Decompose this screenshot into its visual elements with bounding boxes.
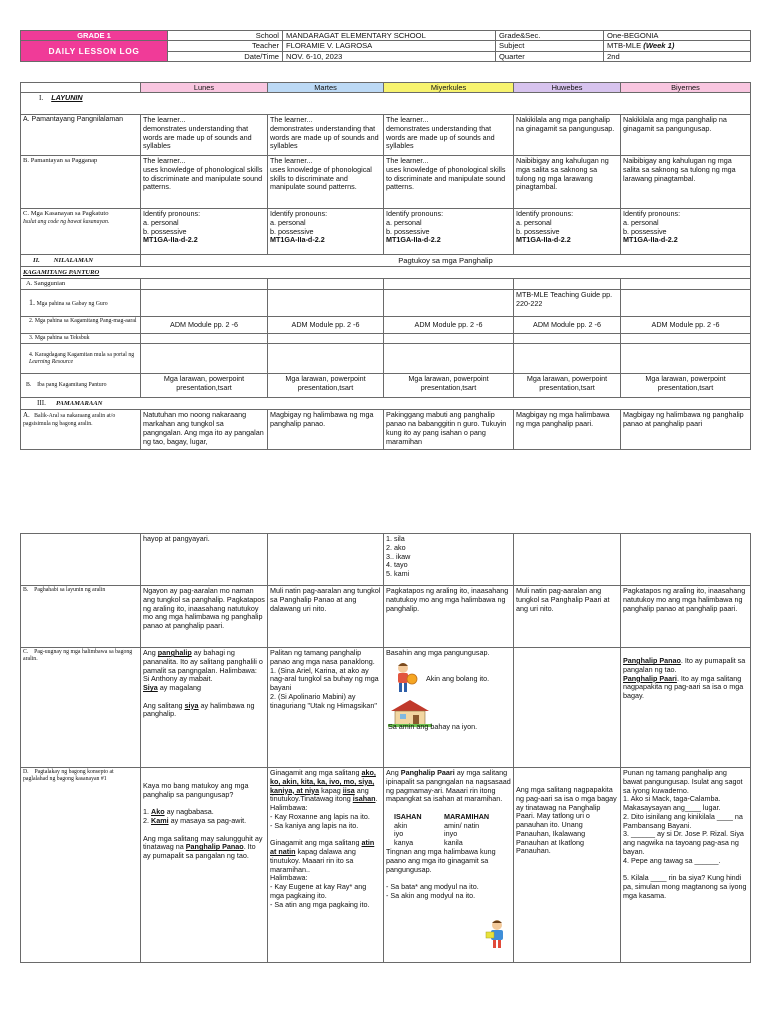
day-thursday: Huwebes: [514, 83, 621, 93]
row-c-friday: Identify pronouns: a. personal b. possessive MT1GA-IIa-d-2.2: [621, 209, 751, 255]
teksbuk-wednesday: [384, 334, 514, 344]
cont-friday: [621, 534, 751, 586]
nilalaman-heading: II. NILALAMAN: [21, 255, 141, 267]
nilalaman-topic: Pagtukoy sa mga Panghalip: [141, 255, 751, 267]
kag-pang-label: 2. Mga pahina sa Kagamitang Pang-mag-aaral: [21, 317, 141, 334]
gabay-thursday: MTB-MLE Teaching Guide pp. 220-222: [514, 290, 621, 317]
pronoun-cell: amin/ natin: [444, 821, 480, 830]
corner-cell: [21, 83, 141, 93]
row-a-tuesday: The learner... demonstrates understanding that words are made up of sounds and syllables: [268, 115, 384, 156]
isahan-maramihan-table: [394, 813, 494, 848]
gabay-tuesday: [268, 290, 384, 317]
adm-thursday: ADM Module pp. 2 -6: [514, 317, 621, 334]
row-b-tuesday: The learner... uses knowledge of phonological skills to discriminate and manipulate sound patterns.: [268, 156, 384, 209]
day-monday: Lunes: [141, 83, 268, 93]
paghahabi-friday: Pagkatapos ng araling ito, inaasahang natutukoy mo ang mga halimbawa ng panghalip panao at panghalip paari.: [621, 586, 751, 648]
sanggunian-label: A. Sanggunian: [21, 279, 141, 290]
gabay-label: 1. Mga pahina sa Gabay ng Guro: [21, 290, 141, 317]
iba-friday: Mga larawan, powerpoint presentation,tsart: [621, 374, 751, 398]
kagamitan-heading: KAGAMITANG PANTURO: [21, 267, 751, 279]
pag-uugnay-monday: Ang panghalip ay bahagi ng pananalita. Ito ay salitang panghalili o pamalit sa pangngalan. Halimbawa: Si Anthony ay mabait. Siya ay magalang Ang salitang siya ay halimbawa ng panghalip.: [141, 648, 268, 768]
date-value: NOV. 6-10, 2023: [283, 51, 496, 61]
cont-thursday: [514, 534, 621, 586]
paghahabi-wednesday: Pagkatapos ng araling ito, inaasahang natutukoy mo ang mga halimbawa ng panghalip.: [384, 586, 514, 648]
row-a-wednesday: The learner... demonstrates understanding that words are made up of sounds and syllables: [384, 115, 514, 156]
pag-uugnay-wednesday: Basahin ang mga pangungusap. Akin ang bolang ito. Sa amin ang bahay na iyon.: [384, 648, 514, 768]
row-c-tuesday: Identify pronouns: a. personal b. possessive MT1GA-IIa-d-2.2: [268, 209, 384, 255]
grade-sec-value: One-BEGONIA: [604, 31, 751, 41]
day-wednesday: Miyerkules: [384, 83, 514, 93]
karagdagang-label: 4. Karagdagang Kagamitan mula sa portal ng Learning Resource: [21, 344, 141, 374]
iba-tuesday: Mga larawan, powerpoint presentation,tsart: [268, 374, 384, 398]
gabay-monday: [141, 290, 268, 317]
quarter-label: Quarter: [496, 51, 604, 61]
sentence-akin: Akin ang bolang ito.: [426, 673, 490, 683]
paghahabi-tuesday: Muli natin pag-aaralan ang tungkol sa Panghalip Panao at ang dalawang uri nito.: [268, 586, 384, 648]
teksbuk-label: 3. Mga pahina sa Teksbuk: [21, 334, 141, 344]
school-value: MANDARAGAT ELEMENTARY SCHOOL: [283, 31, 496, 41]
pagtalakay-friday: Punan ng tamang panghalip ang bawat pangungusap. Isulat ang sagot sa iyong kuwaderno. 1. Ako si Mack, taga-Calamba. Makasaysayan ang____ lugar. 2. Dito isinilang ang kinikilala ____ na Pambansang Bayani. 3. ______ ay si Dr. Jose P. Rizal. Siya ang nagwika na tayoang pag-asa ng bayan. 4. Pepe ang tawag sa ______. 5. Kilala ____ rin ba siya? Kung hindi pa, simulan mong magtanong sa iyong mga kasama.: [621, 768, 751, 963]
row-c-monday: Identify pronouns: a. personal b. possessive MT1GA-IIa-d-2.2: [141, 209, 268, 255]
grade-label: GRADE 1: [21, 31, 168, 41]
row-a-friday: Nakikilala ang mga panghalip na ginagamit sa pangungusap.: [621, 115, 751, 156]
grade-sec-label: Grade&Sec.: [496, 31, 604, 41]
pag-uugnay-thursday: [514, 648, 621, 768]
day-tuesday: Martes: [268, 83, 384, 93]
teacher-value: FLORAMIE V. LAGROSA: [283, 41, 496, 51]
pag-uugnay-label: C. Pag-uugnay ng mga halimbawa sa bagong aralin.: [21, 648, 141, 768]
gabay-friday: [621, 290, 751, 317]
pag-uugnay-tuesday: Palitan ng tamang panghalip panao ang mga nasa panaklong. 1. (Sina Ariel, Karina, at ako ay nag-aral tungkol sa buhay ng mga bayani 2. (Si Apolinario Mabini) ay tinaguriang "Utak ng Himagsikan": [268, 648, 384, 768]
balik-label: A. Balik-Aral sa nakaraang aralin at/o pagsisimula ng bagong aralin.: [21, 410, 141, 450]
subject-label: Subject: [496, 41, 604, 51]
row-b-label: B. Pamantayan sa Pagganap: [21, 156, 141, 209]
layunin-heading: I. LAYUNIN: [21, 93, 751, 115]
teksbuk-friday: [621, 334, 751, 344]
sanggunian-tuesday: [268, 279, 384, 290]
karagdagang-friday: [621, 344, 751, 374]
adm-monday: ADM Module pp. 2 -6: [141, 317, 268, 334]
sentence-sa-amin: Sa amin ang bahay na iyon.: [388, 721, 478, 731]
date-label: Date/Time: [168, 51, 283, 61]
cont-monday: hayop at pangyayari.: [141, 534, 268, 586]
teksbuk-tuesday: [268, 334, 384, 344]
pronoun-cell: iyo: [394, 830, 404, 839]
paghahabi-monday: Ngayon ay pag-aaralan mo naman ang tungkol sa panghalip. Pagkatapos ng araling ito, inaasahang natutukoy mo ang mga halimbawa ng panghalip panao at panghalip paari.: [141, 586, 268, 648]
cont-label: [21, 534, 141, 586]
pagtalakay-wednesday: Ang Panghalip Paari ay mga salitang ipinapalit sa pangngalan na nagsasaad ng pagmamay-ari. Maaari rin itong mapangkat sa isahan at maramihan. ISAHAN MARAMIHAN akin amin/ natin iyo inyo kanya kanila Tingnan ang mga halimbawa kung paano ang mga ito ginagamit sa pangungusap. - Sa bata* ang modyul na ito. - Sa akin ang modyul na ito.: [384, 768, 514, 963]
adm-wednesday: ADM Module pp. 2 -6: [384, 317, 514, 334]
balik-friday: Magbigay ng halimbawa ng panghalip panao at panghalip paari: [621, 410, 751, 450]
subject-value: MTB-MLE (Week 1): [604, 41, 751, 51]
pagtalakay-monday: Kaya mo bang matukoy ang mga panghalip sa pangungusap? 1. Ako ay nagbabasa. 2. Kami ay masaya sa pag-awit. Ang mga salitang may salungguhit ay tinatawag na Panghalip Panao. Ito ay pumapalit sa pangalan ng tao.: [141, 768, 268, 963]
balik-monday: Natutuhan mo noong nakaraang markahan ang tungkol sa pangngalan. Ang mga ito ay pangalan ng tao, bagay, lugar,: [141, 410, 268, 450]
iba-wednesday: Mga larawan, powerpoint presentation,tsart: [384, 374, 514, 398]
daily-lesson-log-title: DAILY LESSON LOG: [21, 41, 168, 62]
sanggunian-thursday: [514, 279, 621, 290]
row-a-label: A. Pamantayang Pangnilalaman: [21, 115, 141, 156]
gabay-wednesday: [384, 290, 514, 317]
teksbuk-thursday: [514, 334, 621, 344]
paghahabi-thursday: Muli natin pag-aaralan ang tungkol sa Panghalip Paari at ang uri nito.: [514, 586, 621, 648]
iba-label: B. Iba pang Kagamitang Panturo: [21, 374, 141, 398]
row-c-wednesday: Identify pronouns: a. personal b. possessive MT1GA-IIa-d-2.2: [384, 209, 514, 255]
balik-wednesday: Pakinggang mabuti ang panghalip panao na babanggitin n guro. Tukuyin kung ito ay pang isahan o pang maramihan: [384, 410, 514, 450]
pagtalakay-label: D. Pagtalakay ng bagong konsepto at paglalahad ng bagong kasanayan #1: [21, 768, 141, 963]
sanggunian-friday: [621, 279, 751, 290]
pamamaraan-heading: III. PAMAMARAAN: [21, 398, 751, 410]
row-b-friday: Naibibigay ang kahulugan ng mga salita sa saknong sa tulong ng mga larawang pinagtambal.: [621, 156, 751, 209]
header-table: [20, 30, 751, 62]
karagdagang-monday: [141, 344, 268, 374]
row-b-wednesday: The learner... uses knowledge of phonological skills to discriminate and manipulate sound patterns.: [384, 156, 514, 209]
pronoun-cell: kanya: [394, 839, 414, 848]
row-b-thursday: Naibibigay ang kahulugan ng mga salita sa saknong sa tulong ng mga larawang pinagtambal.: [514, 156, 621, 209]
sanggunian-wednesday: [384, 279, 514, 290]
iba-thursday: Mga larawan, powerpoint presentation,tsart: [514, 374, 621, 398]
balik-thursday: Magbigay ng mga halimbawa ng mga panghalip paari.: [514, 410, 621, 450]
boy-with-ball-illustration: [390, 661, 420, 695]
sanggunian-monday: [141, 279, 268, 290]
cont-tuesday: [268, 534, 384, 586]
adm-friday: ADM Module pp. 2 -6: [621, 317, 751, 334]
teksbuk-monday: [141, 334, 268, 344]
lesson-table-page-1: [20, 82, 751, 450]
teacher-label: Teacher: [168, 41, 283, 51]
row-a-thursday: Nakikilala ang mga panghalip na ginagamit sa pangungusap.: [514, 115, 621, 156]
lesson-table-page-2: [20, 533, 751, 963]
row-c-thursday: Identify pronouns: a. personal b. possessive MT1GA-IIa-d-2.2: [514, 209, 621, 255]
pag-uugnay-friday: Panghalip Panao. Ito ay pumapalit sa pangalan ng tao. Panghalip Paari. Ito ay mga salitang nagpapakita ng pag-aari sa isa o mga bagay.: [621, 648, 751, 768]
pronoun-cell: akin: [394, 821, 408, 830]
row-c-label: C. Mga Kasanayan sa Pagkatuto Isulat ang code ng bawat kasanayan.: [21, 209, 141, 255]
iba-monday: Mga larawan, powerpoint presentation,tsart: [141, 374, 268, 398]
pronoun-cell: inyo: [444, 830, 458, 839]
row-a-monday: The learner... demonstrates understanding that words are made up of sounds and syllables: [141, 115, 268, 156]
paghahabi-label: B. Paghahabi sa layunin ng aralin: [21, 586, 141, 648]
pronoun-cell: kanila: [444, 839, 463, 848]
quarter-value: 2nd: [604, 51, 751, 61]
adm-tuesday: ADM Module pp. 2 -6: [268, 317, 384, 334]
balik-tuesday: Magbigay ng halimbawa ng mga panghalip panao.: [268, 410, 384, 450]
karagdagang-tuesday: [268, 344, 384, 374]
school-label: School: [168, 31, 283, 41]
boy-reading-illustration: [485, 918, 509, 950]
pagtalakay-tuesday: Ginagamit ang mga salitang ako, ko, akin, kita, ka, ivo, mo, siya, kaniya, at niya kapag iisa ang tinutukoy.Tinatawag itong isahan. Halimbawa: - Kay Roxanne ang lapis na ito. - Sa kaniya ang lapis na ito. Ginagamit ang mga salitang atin at natin kapag dalawa ang tinutukoy. Maaari rin ito sa maramihan.. Halimbawa: - Kay Eugene at kay Ray* ang mga pagkaing ito. - Sa atin ang mga pagkaing ito.: [268, 768, 384, 963]
karagdagang-thursday: [514, 344, 621, 374]
row-b-monday: The learner... uses knowledge of phonological skills to discriminate and manipulate sound patterns.: [141, 156, 268, 209]
maramihan-header: MARAMIHAN: [444, 812, 490, 821]
isahan-header: ISAHAN: [394, 812, 422, 821]
pagtalakay-thursday: Ang mga salitang nagpapakita ng pag-aari sa isa o mga bagay ay tinatawag na Panghalip Paari. May tatlong uri o panauhan ito. Unang Panauhan, Ikalawang Panauhan at Ikatlong Panauhan.: [514, 768, 621, 963]
day-friday: Biyernes: [621, 83, 751, 93]
cont-wednesday: 1. sila 2. ako 3.. ikaw 4. tayo 5. kami: [384, 534, 514, 586]
karagdagang-wednesday: [384, 344, 514, 374]
